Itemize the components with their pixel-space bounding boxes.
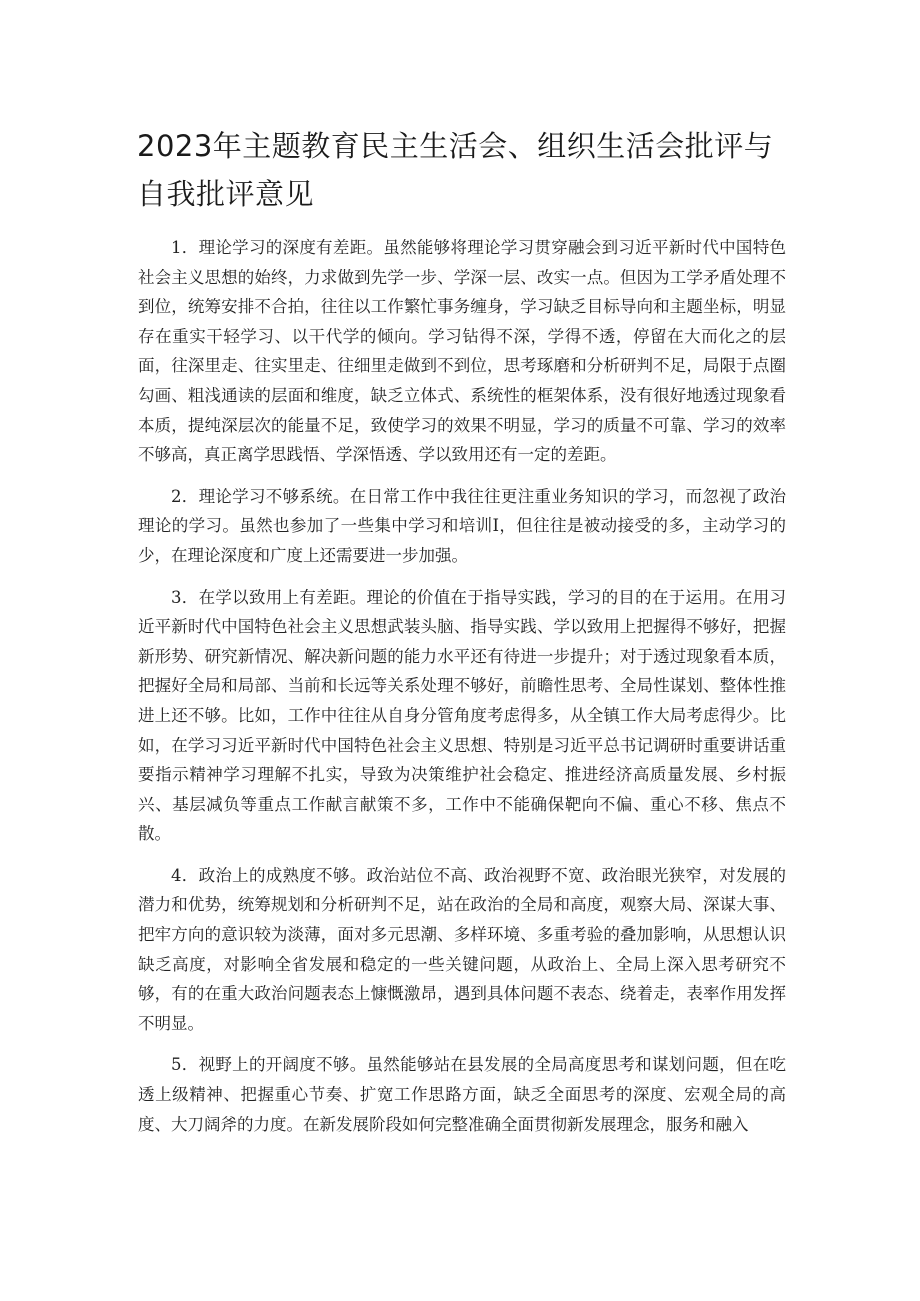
document-body (138, 233, 786, 1151)
paragraph-1: 1．理论学习的深度有差距。虽然能够将理论学习贯穿融会到习近平新时代中国特色社会主义思想的始终，力求做到先学一步、学深一层、改实一点。但因为工学矛盾处理不到位，统筹安排不合拍，往往以工作繁忙事务缠身，学习缺乏目标导向和主题坐标，明显存在重实干轻学习、以干代学的倾向。学习钻得不深，学得不透，停留在大而化之的层面，往深里走、往实里走、往细里走做到不到位，思考琢磨和分析研判不足，局限于点圈勾画、粗浅通读的层面和维度，缺乏立体式、系统性的框架体系，没有很好地透过现象看本质，提纯深层次的能量不足，致使学习的效果不明显，学习的质量不可靠、学习的效率不够高，真正离学思践悟、学深悟透、学以致用还有一定的差距。 (138, 238, 786, 465)
paragraph-2: 2．理论学习不够系统。在日常工作中我往往更注重业务知识的学习，而忽视了政治理论的学习。虽然也参加了一些集中学习和培训Ⅰ，但往往是被动接受的多，主动学习的少，在理论深度和广度上还需要进一步加强。 (138, 486, 786, 565)
document-title: 2023年主题教育民主生活会、组织生活会批评与自我批评意见 (137, 129, 774, 211)
paragraph-5: 5．视野上的开阔度不够。虽然能够站在县发展的全局高度思考和谋划问题，但在吃透上级精神、把握重心节奏、扩宽工作思路方面，缺乏全面思考的深度、宏观全局的高度、大刀阔斧的力度。在新发展阶段如何完整准确全面贯彻新发展理念，服务和融入 (138, 1055, 786, 1134)
paragraph-3: 3．在学以致用上有差距。理论的价值在于指导实践，学习的目的在于运用。在用习近平新时代中国特色社会主义思想武装头脑、指导实践、学以致用上把握得不够好，把握新形势、研究新情况、解决新问题的能力水平还有待进一步提升；对于透过现象看本质，把握好全局和局部、当前和长远等关系处理不够好，前瞻性思考、全局性谋划、整体性推进上还不够。比如，工作中往往从自身分管角度考虑得多，从全镇工作大局考虑得少。比如，在学习习近平新时代中国特色社会主义思想、特别是习近平总书记调研时重要讲话重要指示精神学习理解不扎实，导致为决策维护社会稳定、推进经济高质量发展、乡村振兴、基层减负等重点工作献言献策不多，工作中不能确保靶向不偏、重心不移、焦点不散。 (138, 587, 786, 844)
paragraph-4: 4．政治上的成熟度不够。政治站位不高、政治视野不宽、政治眼光狭窄，对发展的潜力和优势，统筹规划和分析研判不足，站在政治的全局和高度，观察大局、深谋大事、把牢方向的意识较为淡薄，面对多元思潮、多样环境、多重考验的叠加影响，从思想认识缺乏高度，对影响全省发展和稳定的一些关键问题，从政治上、全局上深入思考研究不够，有的在重大政治问题表态上慷慨激昂，遇到具体问题不表态、绕着走，表率作用发挥不明显。 (138, 865, 786, 1033)
